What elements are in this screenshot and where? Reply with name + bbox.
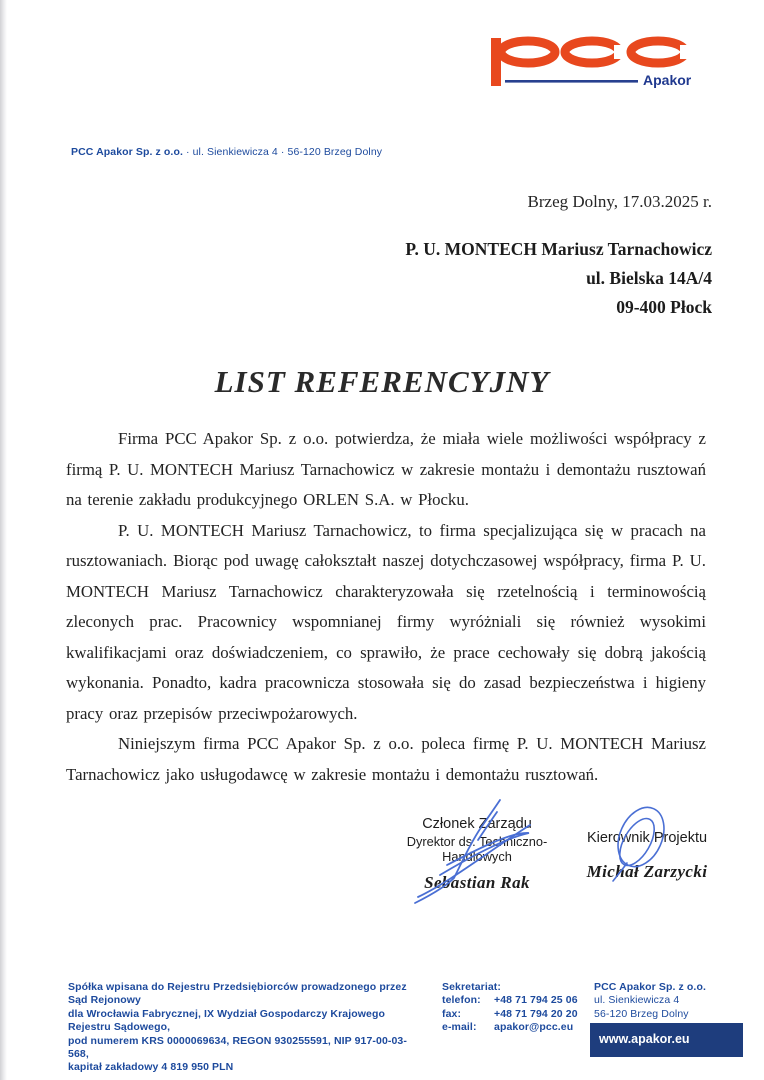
logo-letter-p-bowl: [501, 41, 555, 63]
letter-body: [66, 424, 706, 790]
logo-letter-c1: [565, 41, 619, 63]
signer-name-left: Sebastian Rak: [424, 873, 530, 892]
scan-edge-artifact: [0, 0, 7, 1080]
signer-role-board-member: Członek Zarządu: [422, 816, 532, 832]
letter-title: LIST REFERENCYJNY: [214, 364, 550, 399]
website-url: www.apakor.eu: [599, 1032, 690, 1046]
website-banner: [590, 1023, 743, 1057]
signer-role-project-manager: Kierownik Projektu: [586, 830, 708, 846]
registry-line: pod numerem KRS 0000069634, REGON 930255591, NIP 917-00-03-568,: [68, 1034, 407, 1061]
secretariat-email-row: [442, 1021, 592, 1034]
recipient-name: P. U. MONTECH Mariusz Tarnachowicz: [405, 239, 712, 259]
secretariat-fax-row: [442, 1008, 592, 1021]
signature-block-right: [576, 830, 718, 882]
sender-company: PCC Apakor Sp. z o.o.: [71, 146, 183, 158]
secretariat-title: Sekretariat:: [442, 981, 501, 993]
pcc-logo-icon: [488, 36, 706, 90]
footer-company-name: PCC Apakor Sp. z o.o.: [594, 981, 706, 993]
phone-value: +48 71 794 25 06: [494, 994, 578, 1007]
sender-address-line: [71, 146, 382, 158]
logo-underline: [505, 80, 638, 83]
paragraph-3: Niniejszym firma PCC Apakor Sp. z o.o. poleca firmę P. U. MONTECH Mariusz Tarnachowicz jako usługodawcę w zakresie montażu i demontażu rusztowań.: [66, 734, 706, 784]
registry-line: kapitał zakładowy 4 819 950 PLN: [68, 1061, 234, 1074]
secretariat-phone-row: [442, 994, 592, 1007]
fax-value: +48 71 794 20 20: [494, 1007, 578, 1020]
email-value: apakor@pcc.eu: [494, 1021, 574, 1034]
sender-street-city: · ul. Sienkiewicza 4 · 56-120 Brzeg Dolny: [182, 146, 383, 158]
logo-letter-c2: [631, 41, 685, 63]
signer-name-right: Michał Zarzycki: [586, 862, 708, 881]
logo-apakor-text: Apakor: [643, 72, 692, 88]
paragraph-2: P. U. MONTECH Mariusz Tarnachowicz, to firma specjalizująca się w pracach na rusztowaniach. Biorąc pod uwagę całokształt naszej dotychczasowej współpracy, firma P. U. MONTECH Mariusz Tarnachowicz charakteryzowała się rzetelnością i terminowością zleconych prac. Pracownicy wspomnianej firmy wyróżniali się również wysokimi kwalifikacjami oraz doświadczeniem, co sprawiło, że prace cechowały się dobrą jakością wykonania. Ponadto, kadra pracownicza stosowała się do zasad bezpieczeństwa i higieny pracy oraz przepisów przeciwpożarowych.: [66, 520, 706, 723]
footer-company-street: ul. Sienkiewicza 4: [594, 994, 680, 1007]
email-label: e-mail:: [442, 1021, 477, 1034]
fax-label: fax:: [442, 1007, 462, 1020]
recipient-block: [405, 235, 712, 322]
paragraph-1: Firma PCC Apakor Sp. z o.o. potwierdza, że miała wiele możliwości współpracy z firmą P. U. MONTECH Mariusz Tarnachowicz w zakresie montażu i demontażu rusztowań na terenie zakładu produkcyjnego ORLEN S.A. w Płocku.: [66, 429, 706, 509]
footer-company-city: 56-120 Brzeg Dolny: [594, 1007, 689, 1020]
phone-label: telefon:: [442, 994, 481, 1007]
recipient-street: ul. Bielska 14A/4: [586, 268, 712, 288]
footer-secretariat: [442, 981, 592, 1035]
letter-date: Brzeg Dolny, 17.03.2025 r.: [527, 192, 712, 211]
registry-line: Spółka wpisana do Rejestru Przedsiębiorców prowadzonego przez Sąd Rejonowy: [68, 981, 407, 1007]
pcc-apakor-logo: [488, 36, 706, 90]
footer-company-address: [594, 981, 744, 1021]
logo-letter-c1-gap: [614, 45, 628, 59]
signer-role-director: Dyrektor ds. Techniczno-Handlowych: [406, 834, 548, 864]
logo-letter-c2-gap: [680, 45, 694, 59]
registry-line: dla Wrocławia Fabrycznej, IX Wydział Gospodarczy Krajowego Rejestru Sądowego,: [68, 1007, 385, 1034]
signature-block-left: [388, 816, 566, 893]
recipient-city: 09-400 Płock: [616, 297, 712, 317]
footer-registry-info: [68, 981, 418, 1075]
